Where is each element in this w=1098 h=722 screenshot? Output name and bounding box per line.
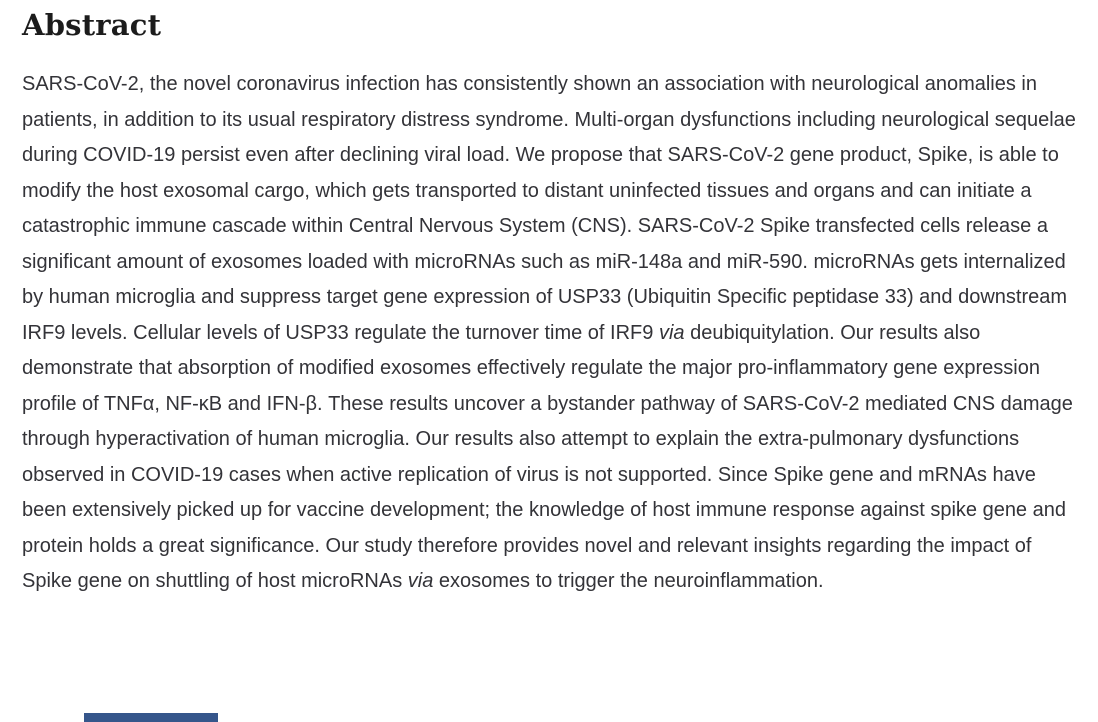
abstract-heading: Abstract (22, 8, 162, 42)
text-run: deubiquitylation. Our results also demonstrate that absorption of modified exosomes effectively regulate the major pro-inflammatory gene expression profile of TNFα, NF-κB and IFN-β. These results uncover a bystander pathway of SARS-CoV-2 mediated CNS damage through hyperactivation of human microglia. Our results also attempt to explain the extra-pulmonary dysfunctions observed in COVID-19 cases when active replication of virus is not supported. Since Spike gene and mRNAs have been extensively picked up for vaccine development; the knowledge of host immune response against spike gene and protein holds a great significance. Our study therefore provides novel and relevant insights regarding the impact of Spike gene on shuttling of host microRNAs (22, 321, 1073, 592)
partial-cutoff-element-bar (84, 713, 218, 722)
text-run: exosomes to trigger the neuroinflammation. (433, 570, 824, 592)
text-run-italic: via (658, 321, 685, 344)
text-run-italic: via (407, 570, 434, 592)
abstract-paragraph (22, 67, 1080, 600)
text-run: SARS-CoV-2, the novel coronavirus infection has consistently shown an association with neurological anomalies in patients, in addition to its usual respiratory distress syndrome. Multi-organ dysfunctions including neurological sequelae during COVID-19 persist even after declining viral load. We propose that SARS-CoV-2 gene product, Spike, is able to modify the host exosomal cargo, which gets transported to distant uninfected tissues and organs and can initiate a catastrophic immune cascade within Central Nervous System (CNS). SARS-CoV-2 Spike transfected cells release a significant amount of exosomes loaded with microRNAs such as miR-148a and miR-590. microRNAs gets internalized by human microglia and suppress target gene expression of USP33 (Ubiquitin Specific peptidase 33) and downstream IRF9 levels. Cellular levels of USP33 regulate the turnover time of IRF9 (22, 73, 1076, 344)
